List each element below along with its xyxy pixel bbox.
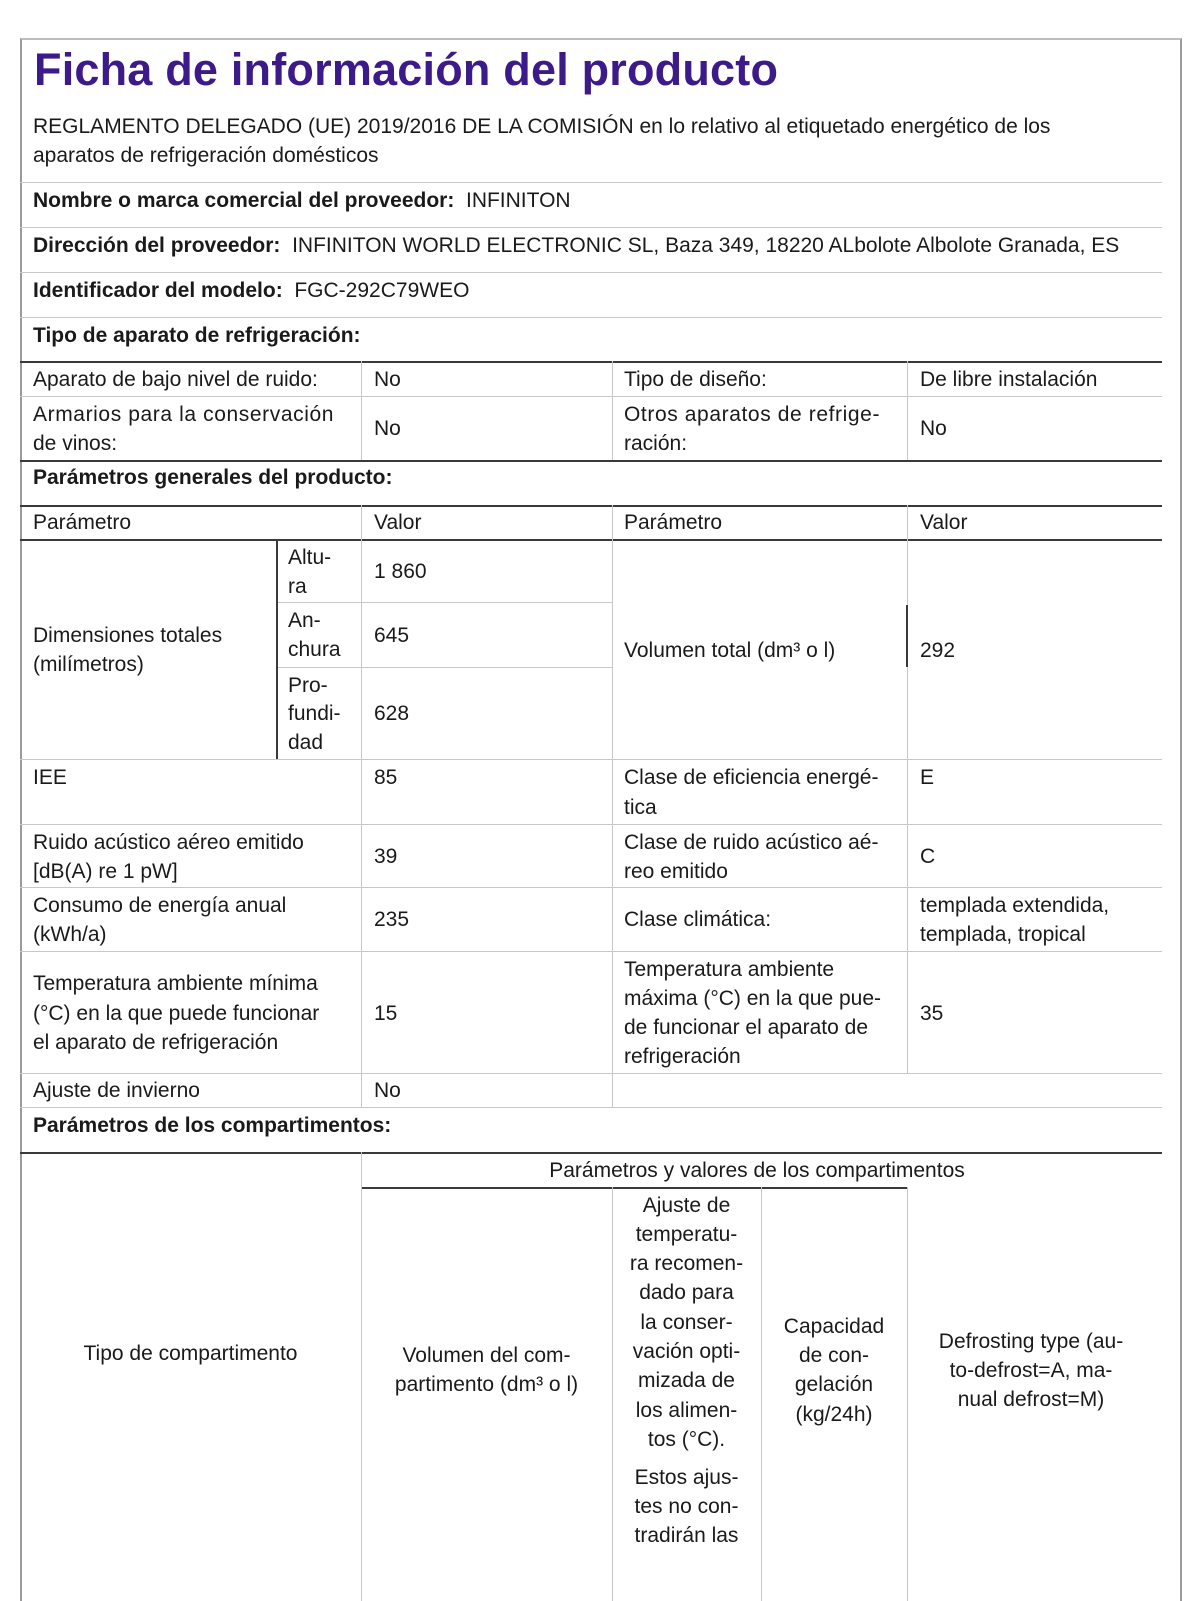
divider (20, 505, 1162, 507)
design-type-value: De libre instalación (920, 368, 1098, 391)
divider (276, 539, 278, 759)
wine-cabinet-value: No (374, 417, 401, 440)
freezing-capacity-header: Capacidad (783, 1315, 885, 1338)
energy-consumption-label: Consumo de energía anual (33, 894, 287, 917)
divider (20, 1107, 1162, 1108)
depth-value: 628 (374, 702, 410, 725)
col-header-value-2: Valor (920, 511, 968, 534)
divider (20, 361, 1162, 363)
divider (20, 539, 1162, 541)
compartments-heading: Parámetros de los compartimentos: (33, 1114, 392, 1137)
noise-label: Ruido acústico aéreo emitido (33, 831, 304, 854)
supplier-name-value: INFINITON (465, 189, 571, 212)
divider (907, 505, 908, 1073)
height-label: Altu- (288, 546, 332, 569)
climate-class-value-cont: templada, tropical (920, 923, 1086, 946)
divider (20, 272, 1162, 273)
total-volume-label: Volumen total (dm³ o l) (624, 639, 836, 662)
appliance-type-heading: Tipo de aparato de refrigeración: (33, 324, 361, 347)
model-label: Identificador del modelo: (33, 279, 283, 302)
max-temp-label-cont: máxima (°C) en la que pue- (624, 987, 882, 1010)
climate-class-value: templada extendida, (920, 894, 1110, 917)
compartment-type-header: Tipo de compartimento (83, 1342, 298, 1365)
max-temp-label: Temperatura ambiente (624, 958, 835, 981)
divider (612, 361, 613, 460)
divider (20, 1152, 1162, 1154)
divider (20, 227, 1162, 228)
divider (20, 759, 1162, 760)
max-temp-value: 35 (920, 1002, 944, 1025)
col-header-param-2: Parámetro (624, 511, 723, 534)
supplier-name-label: Nombre o marca comercial del proveedor: (33, 189, 455, 212)
noise-label-cont: [dB(A) re 1 pW] (33, 860, 178, 883)
divider (906, 605, 908, 667)
recommended-temp-note-line: Estos ajus- (634, 1466, 739, 1489)
divider (20, 396, 1162, 397)
efficiency-class-label: Clase de eficiencia energé- (624, 766, 879, 789)
climate-class-label: Clase climática: (624, 908, 772, 931)
total-volume-value: 292 (920, 639, 956, 662)
regulation-text-line-2: aparatos de refrigeración domésticos (33, 144, 379, 167)
compartments-group-header: Parámetros y valores de los compartimentos (549, 1159, 965, 1182)
wine-cabinet-label-cont: de vinos: (33, 432, 118, 455)
min-temp-label-cont: (°C) en la que puede funcionar (33, 1002, 320, 1025)
efficiency-class-label-cont: tica (624, 796, 657, 819)
noise-class-label-cont: reo emitido (624, 860, 728, 883)
width-label: An- (288, 609, 321, 632)
max-temp-label-cont-3: refrigeración (624, 1045, 741, 1068)
dimensions-label-cont: (milímetros) (33, 653, 144, 676)
defrosting-type-header: Defrosting type (au- (938, 1330, 1124, 1353)
other-appliance-label-cont: ración: (624, 432, 688, 455)
efficiency-class-value: E (920, 766, 935, 789)
recommended-temp-header: Ajuste de (642, 1194, 731, 1217)
other-appliance-value: No (920, 417, 947, 440)
general-params-heading: Parámetros generales del producto: (33, 466, 393, 489)
recommended-temp-header-line: ra recomen- (629, 1252, 744, 1275)
energy-consumption-value: 235 (374, 908, 410, 931)
recommended-temp-header-line: dado para (639, 1281, 734, 1304)
width-value: 645 (374, 624, 410, 647)
page-title: Ficha de información del producto (34, 44, 779, 95)
divider (20, 1073, 1162, 1074)
height-label-cont: ra (288, 575, 307, 598)
regulation-text-line-1: REGLAMENTO DELEGADO (UE) 2019/2016 DE LA COMISIÓN en lo relativo al etiquetado energético de los (33, 115, 1051, 138)
noise-class-label: Clase de ruido acústico aé- (624, 831, 879, 854)
divider (361, 1187, 907, 1189)
wine-cabinet-label: Armarios para la conservación (33, 403, 335, 426)
divider (361, 361, 362, 460)
freezing-capacity-header-line: (kg/24h) (795, 1403, 873, 1426)
low-noise-label: Aparato de bajo nivel de ruido: (33, 368, 318, 391)
other-appliance-label: Otros aparatos de refrige- (624, 403, 881, 426)
recommended-temp-header-line: la conser- (640, 1311, 733, 1334)
divider (361, 505, 362, 1107)
min-temp-label: Temperatura ambiente mínima (33, 972, 318, 995)
depth-label-cont: fundi- (288, 702, 341, 725)
col-header-value: Valor (374, 511, 422, 534)
min-temp-label-cont-2: el aparato de refrigeración (33, 1031, 279, 1054)
divider (612, 505, 613, 1107)
freezing-capacity-header-line: gelación (794, 1373, 874, 1396)
divider (276, 602, 612, 603)
energy-consumption-label-cont: (kWh/a) (33, 923, 107, 946)
defrosting-type-header-line: nual defrost=M) (957, 1388, 1105, 1411)
noise-value: 39 (374, 845, 398, 868)
iee-label: IEE (33, 766, 67, 789)
model-row (33, 276, 469, 305)
supplier-address-value: INFINITON WORLD ELECTRONIC SL, Baza 349, 18220 ALbolote Albolote Granada, ES (292, 234, 1120, 257)
recommended-temp-header-line: vación opti- (632, 1340, 741, 1363)
divider (20, 951, 1162, 952)
defrosting-type-header-line: to-defrost=A, ma- (949, 1359, 1113, 1382)
low-noise-value: No (374, 368, 401, 391)
recommended-temp-header-line: los alimen- (635, 1399, 738, 1422)
height-value: 1 860 (374, 560, 427, 583)
divider (907, 361, 908, 460)
min-temp-value: 15 (374, 1002, 398, 1025)
noise-class-value: C (920, 845, 936, 868)
winter-setting-value: No (374, 1079, 401, 1102)
model-value: FGC-292C79WEO (294, 279, 470, 302)
iee-value: 85 (374, 766, 398, 789)
divider (20, 460, 1162, 462)
compartment-volume-header: Volumen del com- (402, 1344, 571, 1367)
supplier-name-row (33, 186, 571, 215)
divider (20, 824, 1162, 825)
col-header-param: Parámetro (33, 511, 132, 534)
divider (20, 317, 1162, 318)
freezing-capacity-header-line: de con- (798, 1344, 870, 1367)
design-type-label: Tipo de diseño: (624, 368, 767, 391)
width-label-cont: chura (288, 638, 341, 661)
recommended-temp-header-line: tos (°C). (647, 1428, 726, 1451)
recommended-temp-note-line: tes no con- (634, 1495, 739, 1518)
depth-label-cont-2: dad (288, 731, 324, 754)
compartment-volume-header-cont: partimento (dm³ o l) (394, 1373, 579, 1396)
winter-setting-label: Ajuste de invierno (33, 1079, 200, 1102)
depth-label: Pro- (288, 674, 328, 697)
divider (20, 182, 1162, 183)
recommended-temp-header-line: mizada de (638, 1369, 735, 1392)
recommended-temp-note-line: tradirán las (634, 1524, 739, 1547)
recommended-temp-header-line: temperatu- (635, 1223, 738, 1246)
divider (20, 887, 1162, 888)
supplier-address-label: Dirección del proveedor: (33, 234, 281, 257)
dimensions-label: Dimensiones totales (33, 624, 223, 647)
max-temp-label-cont-2: de funcionar el aparato de (624, 1016, 869, 1039)
divider (276, 667, 612, 668)
supplier-address-row (33, 231, 1119, 260)
